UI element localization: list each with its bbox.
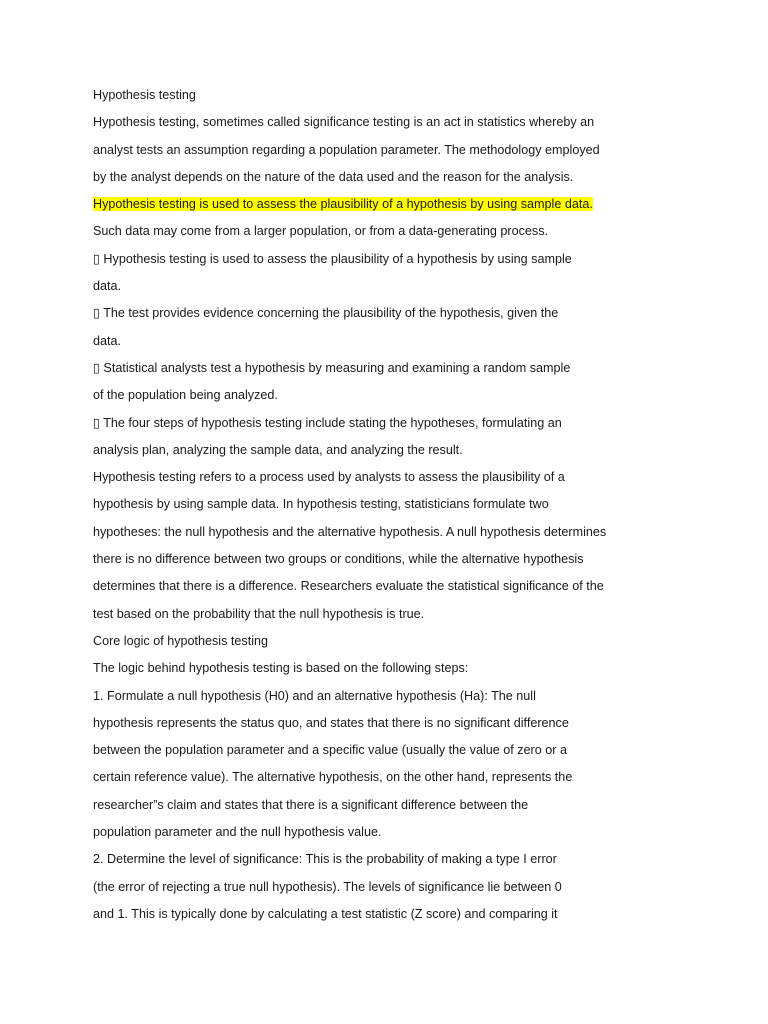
text-line — [93, 659, 713, 686]
line-text: analyst tests an assumption regarding a population parameter. The methodology employed — [93, 142, 600, 157]
text-line — [93, 250, 713, 277]
line-text: Hypothesis testing — [93, 88, 196, 102]
text-line — [93, 577, 713, 604]
text-line — [93, 523, 713, 550]
line-text: test based on the probability that the null hypothesis is true. — [93, 606, 425, 621]
text-line — [93, 304, 713, 331]
text-line — [93, 550, 713, 577]
text-line — [93, 414, 713, 441]
line-text: there is no difference between two groups or conditions, while the alternative hypothesis — [93, 552, 584, 567]
highlighted-text: Hypothesis testing is used to assess the plausibility of a hypothesis by using sample data. — [93, 197, 593, 212]
text-line — [93, 741, 713, 768]
text-line — [93, 277, 713, 304]
line-text: certain reference value). The alternative hypothesis, on the other hand, represents the — [93, 770, 573, 785]
line-text: The logic behind hypothesis testing is based on the following steps: — [93, 661, 469, 676]
line-text: (the error of rejecting a true null hypothesis). The levels of significance lie between 0 — [93, 879, 562, 894]
text-line — [93, 468, 713, 495]
line-text: ▯ Hypothesis testing is used to assess the plausibility of a hypothesis by using sample — [93, 251, 572, 266]
text-line — [93, 332, 713, 359]
text-line — [93, 441, 713, 468]
line-text: between the population parameter and a specific value (usually the value of zero or a — [93, 743, 567, 758]
text-line — [93, 359, 713, 386]
text-line — [93, 632, 713, 659]
text-line — [93, 823, 713, 850]
line-text: ▯ The four steps of hypothesis testing include stating the hypotheses, formulating an — [93, 415, 562, 430]
line-text: 1. Formulate a null hypothesis (H0) and an alternative hypothesis (Ha): The null — [93, 688, 536, 703]
text-line — [93, 222, 713, 249]
line-text: of the population being analyzed. — [93, 388, 278, 403]
line-text: determines that there is a difference. Researchers evaluate the statistical significance of the — [93, 579, 604, 594]
line-text: ▯ Statistical analysts test a hypothesis by measuring and examining a random sample — [93, 360, 571, 375]
line-text: hypothesis represents the status quo, and states that there is no significant difference — [93, 715, 569, 730]
text-line — [93, 141, 713, 168]
line-text: by the analyst depends on the nature of the data used and the reason for the analysis. — [93, 169, 574, 184]
line-text: hypotheses: the null hypothesis and the alternative hypothesis. A null hypothesis determines — [93, 524, 607, 539]
text-line — [93, 195, 713, 222]
document-body — [93, 86, 713, 932]
text-line — [93, 905, 713, 932]
line-text: analysis plan, analyzing the sample data, and analyzing the result. — [93, 442, 463, 457]
line-text: data. — [93, 279, 122, 294]
line-text: 2. Determine the level of significance: This is the probability of making a type I error — [93, 852, 557, 867]
line-text: Hypothesis testing refers to a process used by analysts to assess the plausibility of a — [93, 470, 565, 485]
document-heading — [93, 86, 713, 113]
line-text: Core logic of hypothesis testing — [93, 633, 269, 648]
line-text: researcher”s claim and states that there is a significant difference between the — [93, 797, 529, 812]
text-line — [93, 386, 713, 413]
line-text: population parameter and the null hypothesis value. — [93, 825, 382, 840]
text-line — [93, 687, 713, 714]
line-text: Such data may come from a larger population, or from a data-generating process. — [93, 224, 549, 239]
text-line — [93, 878, 713, 905]
text-line — [93, 768, 713, 795]
line-text: data. — [93, 333, 122, 348]
text-line — [93, 605, 713, 632]
text-line — [93, 495, 713, 522]
line-text: and 1. This is typically done by calculating a test statistic (Z score) and comparing it — [93, 906, 558, 921]
text-line — [93, 168, 713, 195]
line-text: ▯ The test provides evidence concerning the plausibility of the hypothesis, given the — [93, 306, 559, 321]
line-text: Hypothesis testing, sometimes called significance testing is an act in statistics whereby an — [93, 115, 595, 130]
line-text: hypothesis by using sample data. In hypothesis testing, statisticians formulate two — [93, 497, 549, 512]
text-line — [93, 113, 713, 140]
text-line — [93, 714, 713, 741]
text-line — [93, 850, 713, 877]
text-line — [93, 796, 713, 823]
